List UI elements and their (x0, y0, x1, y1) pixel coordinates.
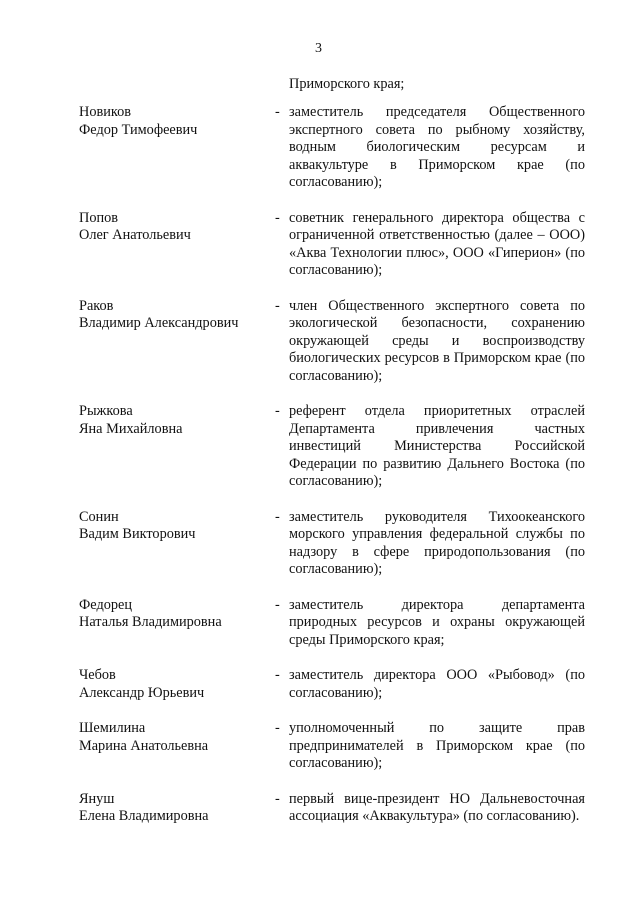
member-role: член Общественного экспертного совета по экологической безопасности, сохранению окружающей среды и воспроизводству биологических ресурсов в Приморском крае (по согласованию); (289, 297, 585, 384)
member-name (79, 597, 275, 632)
dash-separator: - (275, 596, 280, 613)
member-entry (79, 104, 585, 192)
member-name (79, 210, 275, 245)
member-name (79, 104, 275, 139)
member-entry (79, 720, 585, 773)
member-role: уполномоченный по защите прав предпринимателей в Приморском крае (по согласованию); (289, 720, 585, 771)
dash-separator: - (275, 104, 280, 120)
member-name (79, 298, 275, 333)
member-role: заместитель директора департамента природных ресурсов и охраны окружающей среды Приморского края; (289, 596, 585, 648)
dash-separator: - (275, 508, 280, 525)
member-entry (79, 509, 585, 579)
member-entry (79, 667, 585, 702)
member-surname: Новиков (79, 104, 131, 120)
member-surname: Попов (79, 209, 119, 226)
member-surname: Сонин (79, 508, 119, 525)
member-given-names: Яна Михайловна (79, 420, 183, 437)
member-entry (79, 597, 585, 650)
member-name (79, 667, 275, 702)
member-given-names: Владимир Александрович (79, 315, 239, 331)
member-given-names: Федор Тимофеевич (79, 121, 198, 138)
member-given-names: Александр Юрьевич (79, 684, 205, 701)
member-surname: Чебов (79, 667, 116, 683)
member-role: первый вице-президент НО Дальневосточная ассоциация «Аквакультура» (по согласованию). (289, 790, 585, 824)
member-role: заместитель руководителя Тихоокеанского морского управления федеральной службы по надзору в сфере природопользования (по согласованию); (289, 508, 585, 577)
dash-separator: - (275, 790, 280, 807)
member-surname: Шемилина (79, 720, 146, 736)
member-entry (79, 298, 585, 386)
member-given-names: Елена Владимировна (79, 808, 209, 824)
member-role: советник генерального директора общества с ограниченной ответственностью (далее – ООО) «Аква Технологии плюс», ООО «Гиперион» (по согласованию); (289, 209, 585, 278)
dash-separator: - (275, 720, 280, 736)
member-surname: Януш (79, 790, 115, 807)
dash-separator: - (275, 403, 280, 419)
member-name (79, 720, 275, 755)
dash-separator: - (275, 297, 280, 314)
member-surname: Рыжкова (79, 403, 133, 419)
member-given-names: Олег Анатольевич (79, 227, 191, 243)
member-given-names: Марина Анатольевна (79, 737, 209, 754)
member-entry (79, 791, 585, 826)
page-number: 3 (315, 41, 322, 56)
member-name (79, 509, 275, 544)
member-role: заместитель директора ООО «Рыбовод» (по согласованию); (289, 667, 585, 701)
member-list (79, 104, 585, 826)
member-role: заместитель председателя Общественного экспертного совета по рыбному хозяйству, водным биологическим ресурсам и аквакультуре в Приморском крае (по согласованию); (289, 104, 585, 190)
member-name (79, 403, 275, 438)
dash-separator: - (275, 667, 280, 683)
member-surname: Федорец (79, 596, 133, 613)
dash-separator: - (275, 209, 280, 226)
member-given-names: Наталья Владимировна (79, 614, 222, 630)
continuation-text: Приморского края; (289, 76, 405, 92)
member-given-names: Вадим Викторович (79, 526, 196, 542)
member-surname: Раков (79, 297, 114, 314)
member-role: референт отдела приоритетных отраслей Департамента привлечения частных инвестиций Министерства Российской Федерации по развитию Дальнего Востока (по согласованию); (289, 403, 585, 489)
member-entry (79, 403, 585, 491)
member-entry (79, 210, 585, 280)
member-name (79, 791, 275, 826)
